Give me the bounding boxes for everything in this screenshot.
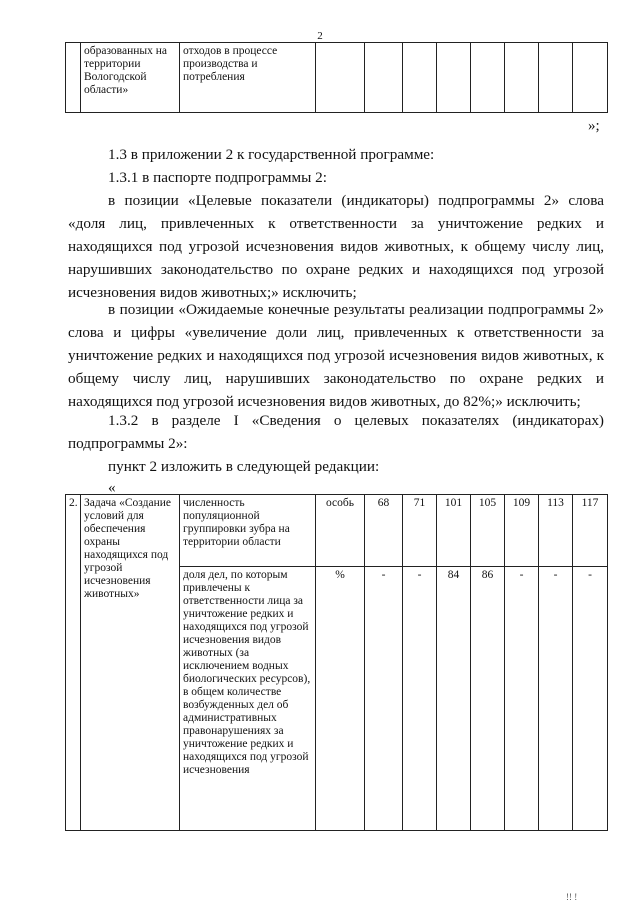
table-cell [316,43,365,113]
top-table-fragment [65,42,608,113]
footer-mark: !! ! [566,892,578,902]
table-cell [505,43,539,113]
indicator-cell: доля дел, по которым привлечены к ответственности лица за уничтожение редких и находящихся под угрозой исчезновения видов животных (за исключением водных биологических ресурсов), в общем количестве возбужденных дел об административных правонарушениях за уничтожение редких и находящихся под угрозой исчезновения [180,567,316,831]
unit-cell: особь [316,495,365,567]
value-cell: - [365,567,403,831]
value-cell: 105 [471,495,505,567]
value-cell: - [539,567,573,831]
value-cell: 117 [573,495,608,567]
value-cell: 113 [539,495,573,567]
indicators-table [65,494,608,831]
table-cell [403,43,437,113]
table-cell [539,43,573,113]
paragraph: 1.3.1 в паспорте подпрограммы 2: [108,169,327,186]
table-row [66,495,608,567]
paragraph: 1.3.2 в разделе I «Сведения о целевых показателях (индикаторах) подпрограммы 2»: [68,412,604,452]
row-number: 2. [66,495,81,831]
table-cell [471,43,505,113]
value-cell: - [573,567,608,831]
page-number: 2 [317,30,323,42]
value-cell: 68 [365,495,403,567]
value-cell: 109 [505,495,539,567]
indicator-cell: численность популяционной группировки зубра на территории области [180,495,316,567]
closing-quote: »; [588,118,600,134]
value-cell: - [505,567,539,831]
value-cell: - [403,567,437,831]
paragraph: в позиции «Целевые показатели (индикаторы) подпрограммы 2» слова «доля лиц, привлеченных к ответственности за уничтожение редких и находящихся под угрозой исчезновения видов животных, к общему числу лиц, нарушивших законодательство по охране редких и находящихся под угрозой исчезновения видов животных;» исключить; [68,192,604,301]
open-quote: « [108,479,116,496]
table-cell [573,43,608,113]
paragraph: пункт 2 изложить в следующей редакции: [108,458,380,475]
table-cell: отходов в процессе производства и потребления [180,43,316,113]
table-cell [66,43,81,113]
value-cell: 101 [437,495,471,567]
paragraph: в позиции «Ожидаемые конечные результаты реализации подпрограммы 2» слова и цифры «увеличение доли лиц, привлеченных к ответственности за уничтожение редких и находящихся под угрозой исчезновения видов животных, к общему числу лиц, нарушивших законодательство по охране редких и находящихся под угрозой исчезновения видов животных, до 82%;» исключить; [68,301,604,410]
value-cell: 71 [403,495,437,567]
table-cell [437,43,471,113]
table-row [66,43,608,113]
value-cell: 86 [471,567,505,831]
table-cell: образованных на территории Вологодской области» [81,43,180,113]
unit-cell: % [316,567,365,831]
paragraph: 1.3 в приложении 2 к государственной программе: [108,146,435,163]
value-cell: 84 [437,567,471,831]
table-cell [365,43,403,113]
task-cell: Задача «Создание условий для обеспечения охраны находящихся под угрозой исчезновения животных» [81,495,180,831]
